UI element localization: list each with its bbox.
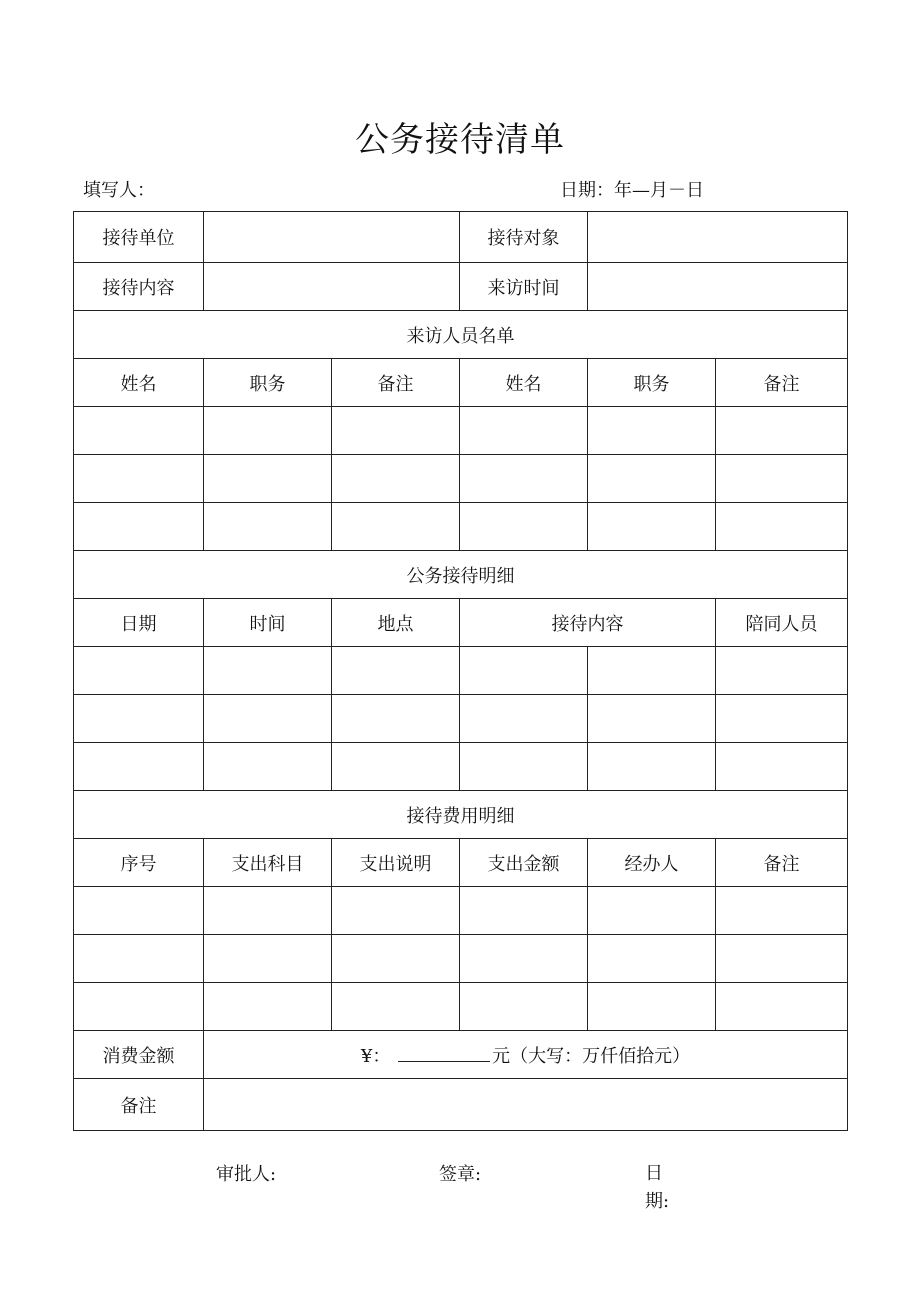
remarks-value[interactable] <box>204 1079 848 1131</box>
table-cell[interactable] <box>204 503 332 551</box>
column-header: 时间 <box>204 599 332 647</box>
info-value-content[interactable] <box>204 263 460 311</box>
table-cell[interactable] <box>716 647 848 695</box>
table-row <box>74 983 848 1031</box>
table-cell[interactable] <box>74 503 204 551</box>
table-cell[interactable] <box>588 695 716 743</box>
table-row <box>74 743 848 791</box>
filler-label: 填写人： <box>83 180 155 201</box>
approver-label: 审批人: <box>216 1164 277 1185</box>
table-cell[interactable] <box>460 503 588 551</box>
visitors-header-row <box>74 359 848 407</box>
table-cell[interactable] <box>204 455 332 503</box>
table-cell[interactable] <box>74 407 204 455</box>
info-label-unit: 接待单位 <box>74 212 204 263</box>
column-header: 备注 <box>716 839 848 887</box>
column-header: 备注 <box>716 359 848 407</box>
column-header: 姓名 <box>460 359 588 407</box>
table-cell[interactable] <box>460 695 588 743</box>
table-cell[interactable] <box>460 935 588 983</box>
table-cell[interactable] <box>588 455 716 503</box>
expenses-section-title: 接待费用明细 <box>74 791 848 839</box>
table-row <box>74 935 848 983</box>
table-cell[interactable] <box>332 887 460 935</box>
table-cell[interactable] <box>460 647 588 695</box>
column-header: 支出科目 <box>204 839 332 887</box>
column-header: 经办人 <box>588 839 716 887</box>
remarks-row <box>74 1079 848 1131</box>
table-cell[interactable] <box>332 935 460 983</box>
table-cell[interactable] <box>716 887 848 935</box>
amount-suffix: 元（大写：万仟佰拾元） <box>492 1045 691 1067</box>
table-cell[interactable] <box>332 647 460 695</box>
table-cell[interactable] <box>204 743 332 791</box>
table-row <box>74 407 848 455</box>
table-cell[interactable] <box>74 647 204 695</box>
table-cell[interactable] <box>204 983 332 1031</box>
currency-prefix: ¥： <box>360 1045 391 1067</box>
reception-form-table <box>73 211 848 1131</box>
info-label-content: 接待内容 <box>74 263 204 311</box>
seal-label: 签章: <box>439 1164 482 1185</box>
section-header-row <box>74 311 848 359</box>
remarks-label: 备注 <box>74 1079 204 1131</box>
table-cell[interactable] <box>332 983 460 1031</box>
table-cell[interactable] <box>716 455 848 503</box>
table-cell[interactable] <box>204 695 332 743</box>
table-row <box>74 695 848 743</box>
document-title: 公务接待清单 <box>355 120 565 160</box>
table-cell[interactable] <box>204 407 332 455</box>
table-cell[interactable] <box>588 407 716 455</box>
table-cell[interactable] <box>204 647 332 695</box>
info-value-target[interactable] <box>588 212 848 263</box>
info-row <box>74 263 848 311</box>
column-header: 备注 <box>332 359 460 407</box>
table-cell[interactable] <box>332 743 460 791</box>
table-cell[interactable] <box>588 503 716 551</box>
expenses-header-row <box>74 839 848 887</box>
table-row <box>74 455 848 503</box>
table-cell[interactable] <box>460 455 588 503</box>
table-row <box>74 887 848 935</box>
table-row <box>74 647 848 695</box>
column-header: 支出金额 <box>460 839 588 887</box>
section-header-row <box>74 551 848 599</box>
table-cell[interactable] <box>74 455 204 503</box>
table-cell[interactable] <box>460 743 588 791</box>
visitors-section-title: 来访人员名单 <box>74 311 848 359</box>
column-header: 陪同人员 <box>716 599 848 647</box>
table-cell[interactable] <box>74 935 204 983</box>
info-row <box>74 212 848 263</box>
table-cell[interactable] <box>74 887 204 935</box>
info-label-target: 接待对象 <box>460 212 588 263</box>
column-header: 序号 <box>74 839 204 887</box>
table-cell[interactable] <box>460 983 588 1031</box>
table-cell[interactable] <box>716 743 848 791</box>
total-value-cell <box>204 1031 848 1079</box>
table-cell[interactable] <box>716 407 848 455</box>
table-cell[interactable] <box>332 695 460 743</box>
table-row <box>74 503 848 551</box>
info-value-visit-time[interactable] <box>588 263 848 311</box>
table-cell[interactable] <box>716 935 848 983</box>
table-cell[interactable] <box>460 887 588 935</box>
column-header: 接待内容 <box>460 599 716 647</box>
footer-date-label: 日期: <box>645 1163 670 1212</box>
total-row <box>74 1031 848 1079</box>
column-header: 支出说明 <box>332 839 460 887</box>
table-cell[interactable] <box>716 983 848 1031</box>
table-cell[interactable] <box>588 887 716 935</box>
table-cell[interactable] <box>588 983 716 1031</box>
details-section-title: 公务接待明细 <box>74 551 848 599</box>
table-cell[interactable] <box>204 887 332 935</box>
table-cell[interactable] <box>332 455 460 503</box>
table-cell[interactable] <box>716 695 848 743</box>
table-cell[interactable] <box>716 503 848 551</box>
table-cell[interactable] <box>588 935 716 983</box>
column-header: 姓名 <box>74 359 204 407</box>
date-label: 日期：年—月－日 <box>560 180 704 201</box>
column-header: 日期 <box>74 599 204 647</box>
details-header-row <box>74 599 848 647</box>
total-label: 消费金额 <box>74 1031 204 1079</box>
table-cell[interactable] <box>74 983 204 1031</box>
column-header: 职务 <box>204 359 332 407</box>
column-header: 职务 <box>588 359 716 407</box>
table-cell[interactable] <box>460 407 588 455</box>
info-label-visit-time: 来访时间 <box>460 263 588 311</box>
table-cell[interactable] <box>74 743 204 791</box>
amount-blank[interactable] <box>398 1043 490 1062</box>
info-value-unit[interactable] <box>204 212 460 263</box>
section-header-row <box>74 791 848 839</box>
table-cell[interactable] <box>588 647 716 695</box>
column-header: 地点 <box>332 599 460 647</box>
table-cell[interactable] <box>204 935 332 983</box>
table-cell[interactable] <box>332 503 460 551</box>
table-cell[interactable] <box>74 695 204 743</box>
table-cell[interactable] <box>588 743 716 791</box>
table-cell[interactable] <box>332 407 460 455</box>
